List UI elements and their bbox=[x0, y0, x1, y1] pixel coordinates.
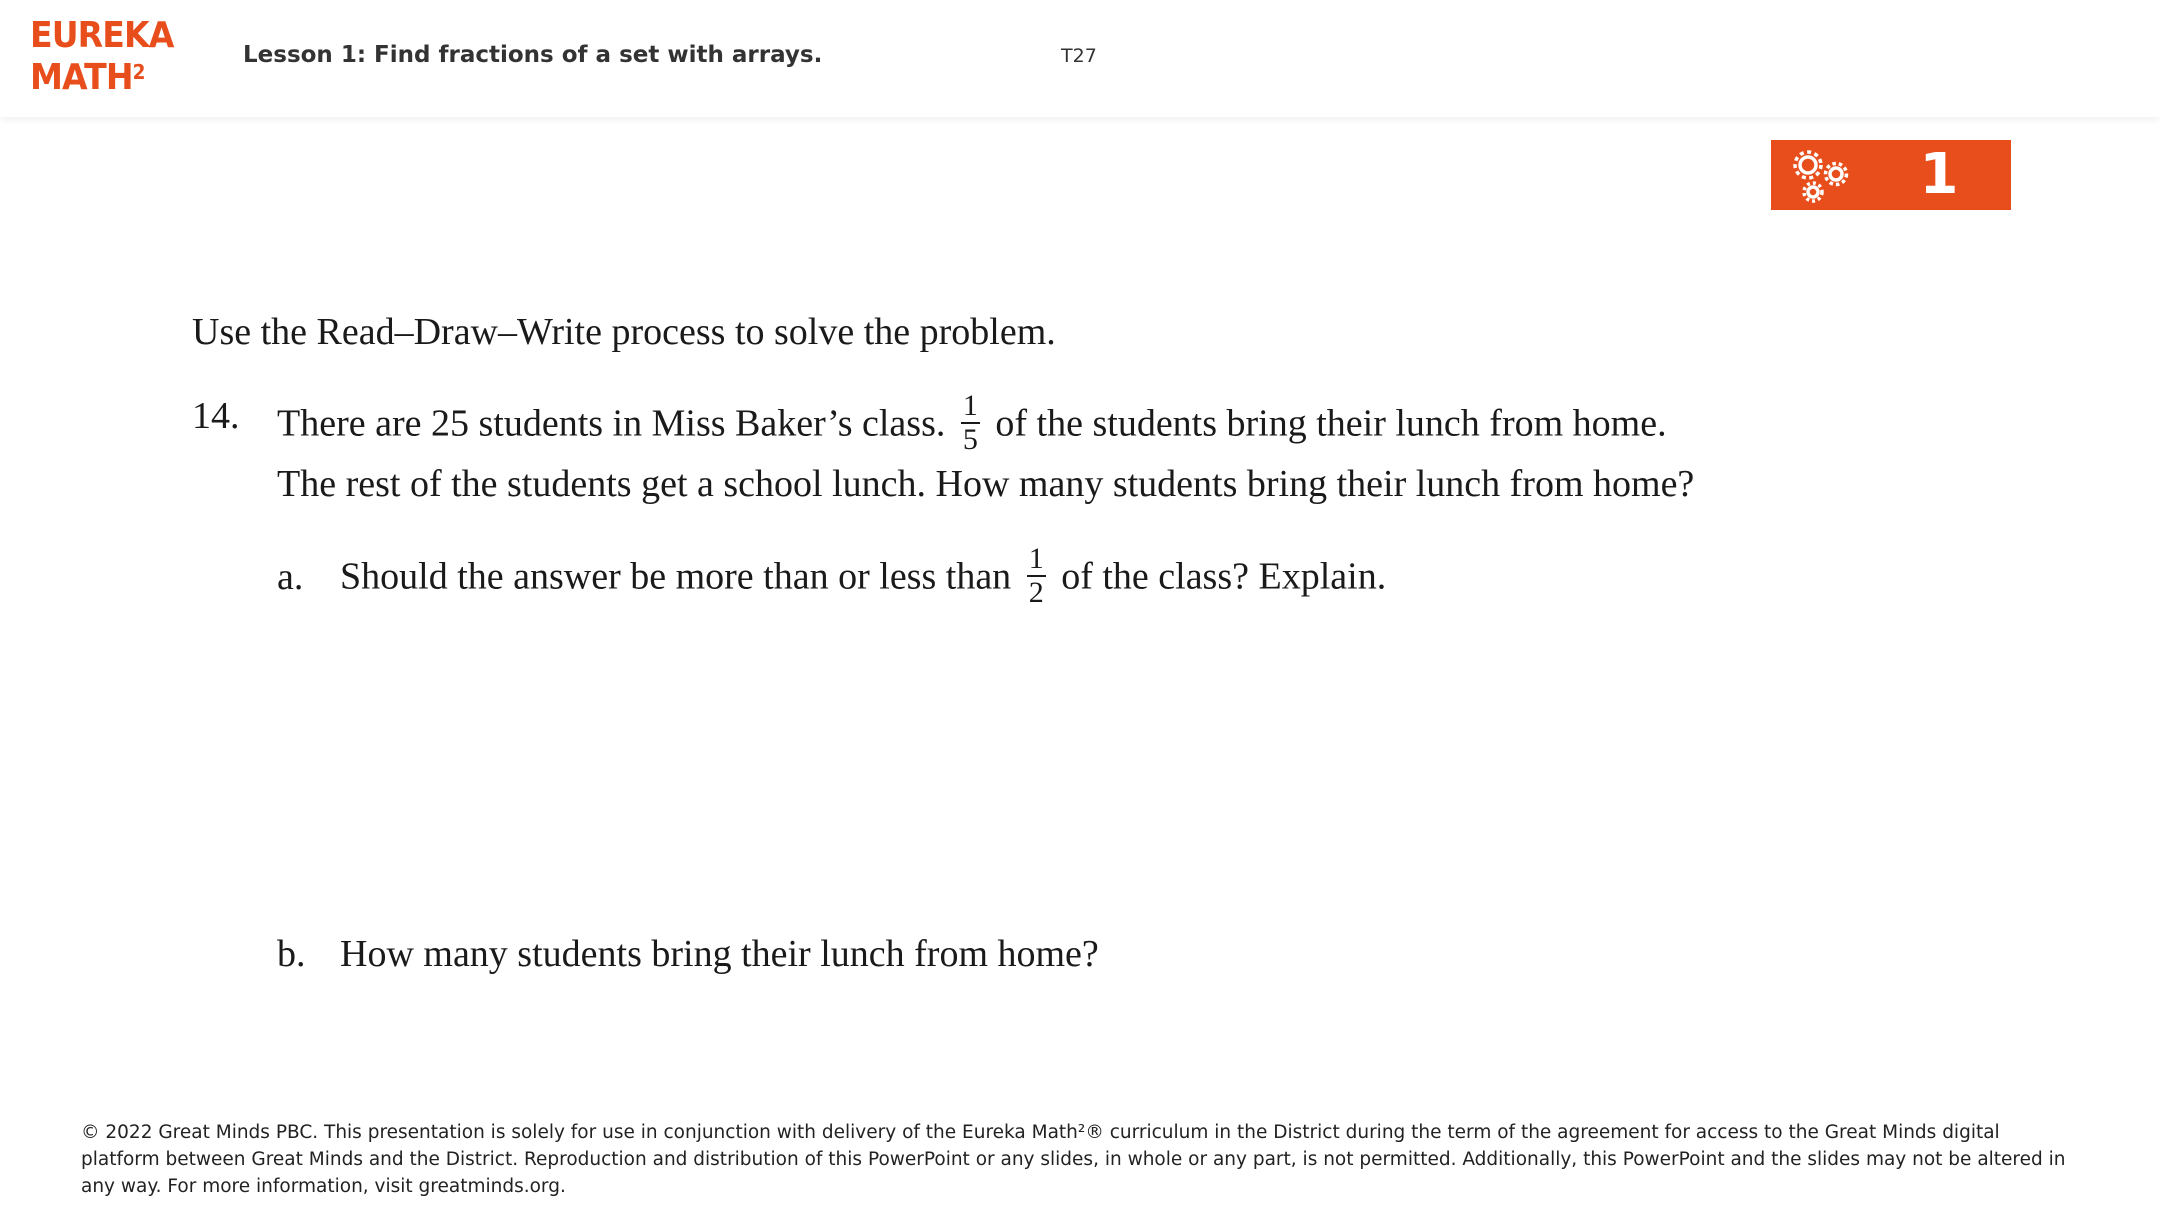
part-a-label: a. bbox=[277, 555, 304, 598]
fraction-one-half bbox=[1027, 543, 1046, 609]
header-bar bbox=[0, 0, 2160, 117]
part-a-text-before-fraction: Should the answer be more than or less than bbox=[340, 555, 1012, 598]
fraction-one-fifth bbox=[961, 390, 980, 456]
logo-superscript: 2 bbox=[132, 60, 145, 84]
fraction-numerator: 1 bbox=[1028, 542, 1044, 575]
fraction-numerator: 1 bbox=[962, 389, 978, 422]
part-b-label: b. bbox=[277, 933, 306, 975]
part-a-text-after-fraction: of the class? Explain. bbox=[1061, 555, 1387, 598]
problem-number: 14. bbox=[192, 395, 240, 437]
problem-line-2: The rest of the students get a school lunch. How many students bring their lunch from home? bbox=[277, 463, 1695, 505]
gears-icon bbox=[1791, 148, 1853, 204]
fraction-denominator: 2 bbox=[1028, 576, 1044, 609]
copyright-footer: © 2022 Great Minds PBC. This presentation is solely for use in conjunction with delivery of the Eureka Math²® curriculum in the District during the term of the agreement for access to the Great Minds digital platform between Great Minds and the District. Reproduction and distribution of this PowerPoint or any slides, in whole or any part, is not permitted. Additionally, this PowerPoint and the slides may not be altered in any way. For more information, visit greatminds.org. bbox=[81, 1122, 2066, 1197]
problem-line-1 bbox=[277, 389, 1667, 460]
part-a-question bbox=[277, 542, 1387, 613]
logo-line2: MATH$^2$ bbox=[30, 57, 145, 98]
instruction-text: Use the Read–Draw–Write process to solve the problem. bbox=[192, 311, 1056, 353]
lesson-badge bbox=[1771, 140, 2011, 210]
problem-text-before-fraction: There are 25 students in Miss Baker’s class. bbox=[277, 402, 946, 445]
lesson-title: Lesson 1: Find fractions of a set with arrays. bbox=[243, 42, 823, 68]
problem-text-after-fraction: of the students bring their lunch from home. bbox=[995, 402, 1667, 445]
logo-line1: EUREKA bbox=[30, 15, 174, 56]
badge-number: 1 bbox=[1919, 142, 1959, 207]
eureka-math-logo bbox=[28, 14, 174, 100]
part-b-question bbox=[277, 932, 1099, 976]
fraction-denominator: 5 bbox=[962, 423, 978, 456]
part-b-text: How many students bring their lunch from home? bbox=[340, 933, 1099, 975]
page-code: T27 bbox=[1061, 45, 1097, 67]
